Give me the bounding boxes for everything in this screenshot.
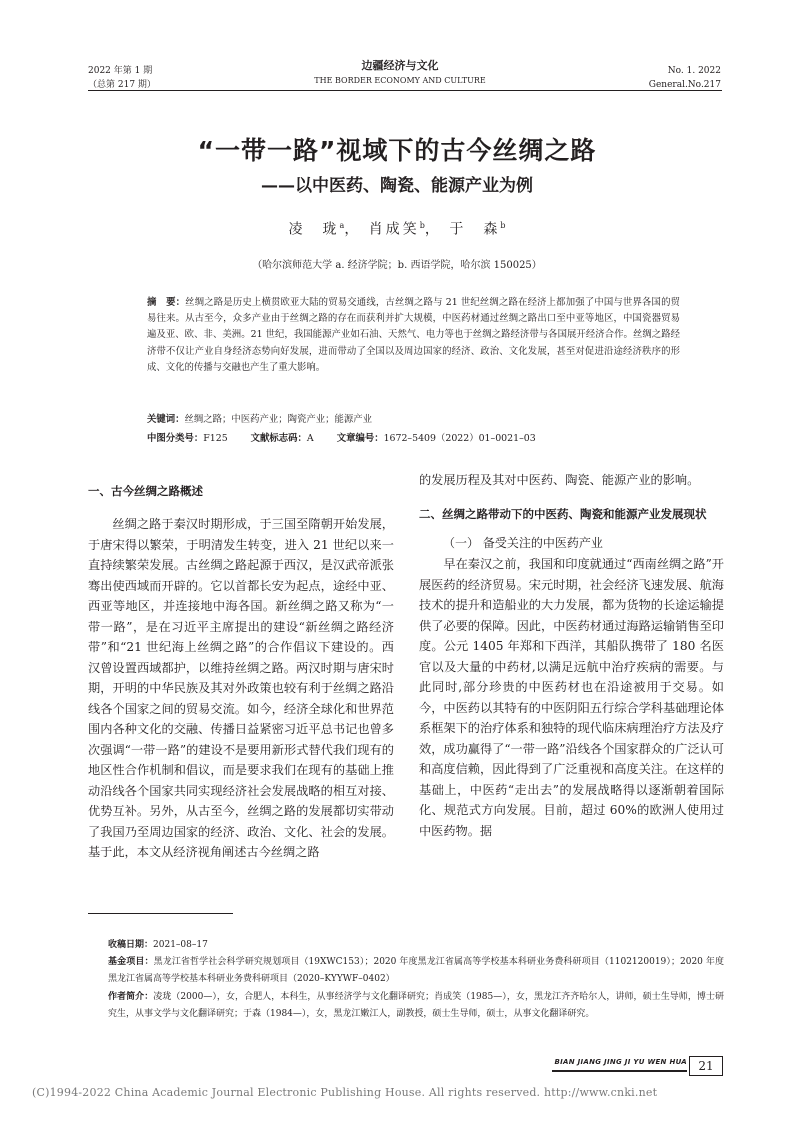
issue-general-en: General.No.217 [648,80,721,90]
clc-label: 中图分类号： [147,433,204,444]
subsection-heading: （一） 备受关注的中医药产业 [443,535,603,550]
author-name: 于 森 [449,221,501,238]
footer-bar [552,1070,687,1072]
author-affil-mark: a [339,221,345,230]
doccode-value: A [306,433,314,444]
footnotes [108,937,724,1023]
body-right-column [419,470,724,841]
page-number: 21 [689,1056,723,1076]
body-left-column [88,482,394,863]
section-heading: 二、丝绸之路带动下的中医药、陶瓷和能源产业发展现状 [419,506,707,521]
clc-value: F125 [203,433,228,444]
received-label: 收稿日期： [108,940,154,950]
article-number-value: 1672–5409（2022）01–0021–03 [383,433,536,444]
author-list [0,216,794,240]
copyright-watermark: (C)1994-2022 China Academic Journal Electronic Publishing House. All rights reserved. http://www.cnki.net [32,1086,658,1099]
received-value: 2021–08–17 [153,940,208,950]
issue-info-en [649,64,721,92]
abstract [147,295,680,376]
article-number-label: 文章编号： [336,433,384,444]
journal-name-cn: 边疆经济与文化 [361,59,439,72]
author-separator: ， [344,221,362,238]
author-separator: ， [424,221,442,238]
author-bio-value: 凌珑（2000—），女，合肥人，本科生，从事经济学与文化翻译研究；肖成笑（1985—），女，黑龙江齐齐哈尔人，讲师，硕士生导师，博士研究生，从事文学与文化翻译研究；于森（1984—），女，黑龙江嫩江人，副教授，硕士生导师，硕士，从事文化翻译研究。 [108,991,724,1019]
affiliation: （哈尔滨师范大学 a. 经济学院；b. 西语学院，哈尔滨 150025） [252,260,542,271]
author-name: 肖成笑 [368,221,420,238]
author-name: 凌 珑 [288,221,340,238]
journal-name-en: THE BORDER ECONOMY AND CULTURE [314,76,486,85]
author-bio-label: 作者简介： [108,991,154,1002]
issue-number: 2022 年第 1 期 [88,66,153,76]
abstract-text: 丝绸之路是历史上横贯欧亚大陆的贸易交通线，古丝绸之路与 21 世纪丝绸之路在经济上都加强了中国与世界各国的贸易往来。从古至今，众多产业由于丝绸之路的存在而获利并扩大规模，中医药材通过丝绸之路出口至中亚等地区，中国瓷器贸易遍及亚、欧、非、美洲。21 世纪，我国能源产业如石油、天然气、电力等也于丝绸之路经济带与各国展开经济合作。丝绸之路经济带不仅让产业自身经济态势向好发展，进而带动了全国以及周边国家的经济、政治、文化发展，甚至对促进沿途经济秩序的形成、文化的传播与交融也产生了重大影响。 [147,297,680,373]
journal-pinyin-brand: BIAN JIANG JING JI YU WEN HUA [554,1058,687,1066]
issue-total: （总第 217 期） [88,80,156,90]
article-title: “一带一路”视域下的古今丝绸之路 [197,136,597,165]
body-paragraph-continued: 的发展历程及其对中医药、陶瓷、能源产业的影响。 [419,473,700,487]
fund-value: 黑龙江省哲学社会科学研究规划项目（19XWC153）；2020 年度黑龙江省属高等学校基本科研业务费科研项目（1102120019）；2020 年度黑龙江省属高等学校基本科研业务费科研项目（2020–KYYWF–0402） [108,957,724,985]
keywords [147,412,680,428]
author-bio [108,989,724,1023]
doccode-label: 文献标志码： [250,433,307,444]
body-paragraph: 丝绸之路于秦汉时期形成，于三国至隋朝开始发展，于唐宋得以繁荣，于明清发生转变，进入 21 世纪以来一直持续繁荣发展。古丝绸之路起源于西汉，是汉武帝派张骞出使西域而开辟的。它以首都长安为起点，途经中亚、西亚等地区，并连接地中海各国。新丝绸之路又称为“一带一路”，是在习近平主席提出的建设“新丝绸之路经济带”和“21 世纪海上丝绸之路”的合作倡议下建设的。西汉曾设置西域都护，以维持丝绸之路。两汉时期与唐宋时期，开明的中华民族及其对外政策也较有利于丝绸之路沿线各个国家之间的贸易交流。如今，经济全球化和世界范围内各种文化的交融、传播日益紧密习近平总书记也曾多次强调“一带一路”的建设不是要用新形式替代我们现有的地区性合作机制和倡议，而是要求我们在现有的基础上推动沿线各个国家共同实现经济社会发展战略的相互对接、优势互补。另外，从古至今，丝绸之路的发展都切实带动了我国乃至周边国家的经济、政治、文化、社会的发展。基于此，本文从经济视角阐述古今丝绸之路 [88,517,394,859]
classification-info [147,431,707,447]
section-heading: 一、古今丝绸之路概述 [88,484,203,498]
author-affil-mark: b [500,221,506,230]
keywords-text: 丝绸之路；中医药产业；陶瓷产业；能源产业 [184,414,373,425]
received-date [108,937,724,954]
author-affil-mark: b [419,221,425,230]
fund-info [108,954,724,988]
article-subtitle: ——以中医药、陶瓷、能源产业为例 [261,176,533,196]
fund-label: 基金项目： [108,957,154,968]
issue-number-en: No. 1. 2022 [667,66,721,76]
journal-name [300,58,500,87]
abstract-label: 摘 要： [147,297,186,308]
header-rule [88,90,722,91]
keywords-label: 关键词： [147,414,185,425]
body-paragraph: 早在秦汉之前，我国和印度就通过“西南丝绸之路”开展医药的经济贸易。宋元时期，社会经济飞速发展、航海技术的提升和造船业的大力发展，都为货物的长途运输提供了必要的保障。因此，中医药材通过海路运输销售至印度。公元 1405 年郑和下西洋，其船队携带了 180 名医官以及大量的中药材,以满足远航中治疗疾病的需要。与此同时,部分珍贵的中医药材也在沿途被用于交易。如今，中医药以其特有的中医阴阳五行综合学科基础理论体系框架下的治疗体系和独特的现代临床病理治疗方法及疗效，成功赢得了“一带一路”沿线各个国家群众的广泛认可和高度信赖，因此得到了广泛重视和高度关注。在这样的基础上，中医药“走出去”的发展战略得以逐渐朝着国际化、规范式方向发展。目前，超过 60%的欧洲人使用过中医药物。据 [419,557,724,838]
footnote-rule [88,913,233,914]
issue-info [88,64,156,92]
